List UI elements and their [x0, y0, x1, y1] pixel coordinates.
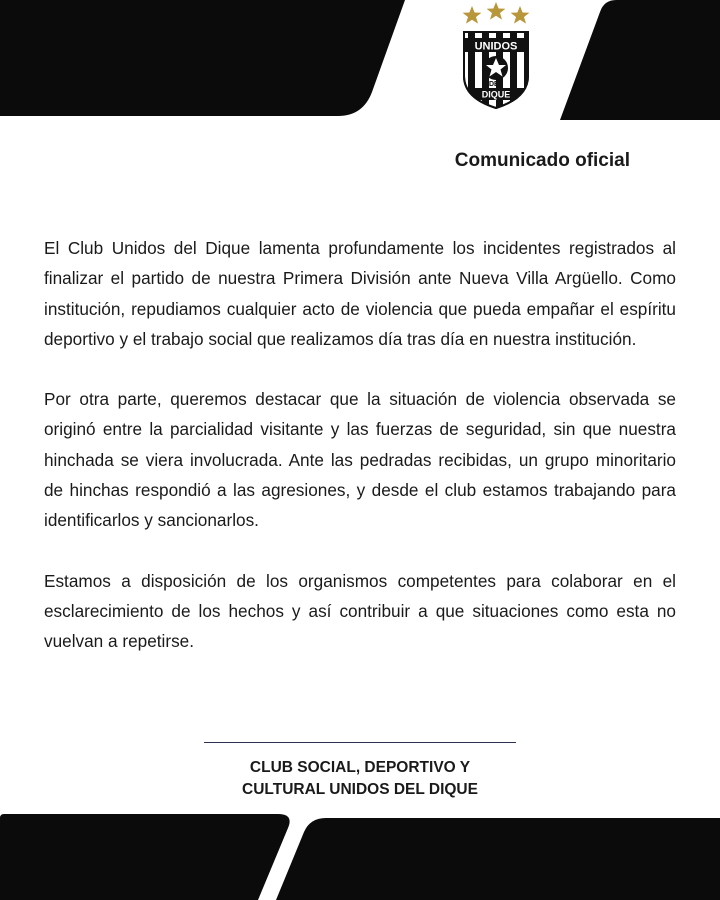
paragraph: Estamos a disposición de los organismos competentes para colaborar en el esclarecimiento de los hechos y así contribuir a que situaciones como esta no vuelvan a repetirse. [44, 570, 676, 652]
paragraph: Por otra parte, queremos destacar que la situación de violencia observada se originó entre la parcialidad visitante y las fuerzas de seguridad, sin que nuestra hinchada se viera involucrada. Ante las pedradas recibidas, un grupo minoritario de hinchas respondió a las agresiones, y desde el club estamos trabajando para identificarlos y sancionarlos. [44, 389, 676, 531]
paragraph: El Club Unidos del Dique lamenta profundamente los incidentes registrados al finalizar el partido de nuestra Primera División ante Nueva Villa Argüello. Como institución, repudiamos cualquier acto de violencia que pueda empañar el espíritu deportivo y el trabajo social que realizamos día tras día en nuestra institución. [44, 238, 676, 349]
signature-divider [204, 742, 516, 743]
star-icon [511, 6, 530, 24]
signature-line-1: CLUB SOCIAL, DEPORTIVO Y [249, 759, 471, 776]
crest-middle-text: DEL [489, 81, 503, 88]
signature-block [200, 757, 520, 801]
club-crest-icon [454, 2, 538, 110]
footer-band [0, 810, 720, 900]
page-title: Comunicado oficial [454, 150, 630, 171]
header-band [0, 0, 720, 120]
statement-body [44, 233, 676, 687]
star-icon [463, 6, 482, 24]
signature-line-2: CULTURAL UNIDOS DEL DIQUE [242, 781, 478, 798]
crest-bottom-text: DIQUE [481, 89, 511, 100]
crest-top-text: UNIDOS [474, 40, 518, 53]
star-icon [487, 2, 506, 20]
